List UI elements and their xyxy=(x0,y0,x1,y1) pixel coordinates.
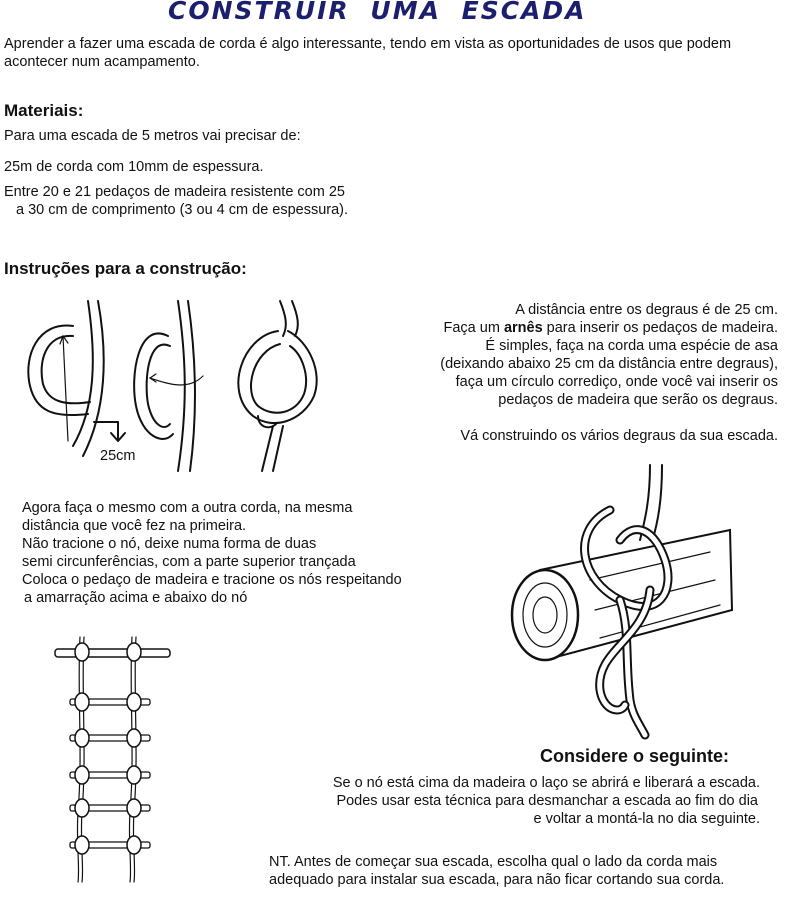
instructions-left-text xyxy=(22,499,402,607)
top-bar xyxy=(55,649,170,657)
rope-ladder-illustration xyxy=(50,632,180,887)
consider-list xyxy=(280,774,760,828)
instruction-line: Agora faça o mesmo com a outra corda, na mesma xyxy=(22,500,353,516)
instruction-line: Coloca o pedaço de madeira e tracione os nós respeitando xyxy=(22,572,402,588)
consider-line: e voltar a montá-la no dia seguinte. xyxy=(533,811,760,827)
consider-line: Se o nó está cima da madeira o laço se abrirá e liberará a escada. xyxy=(332,775,760,791)
knot-step-1-drawing xyxy=(28,301,103,456)
note-line: adequado para instalar sua escada, para não ficar cortando sua corda. xyxy=(269,872,725,888)
measure-label: 25cm xyxy=(100,448,136,464)
instruction-line: pedaços de madeira que serão os degraus. xyxy=(498,392,778,408)
materials-item-rope: 25m de corda com 10mm de espessura. xyxy=(4,159,264,175)
note-line: NT. Antes de começar sua escada, escolha qual o lado da corda mais xyxy=(269,854,718,870)
instruction-line: distância que você fez na primeira. xyxy=(22,518,247,534)
instruction-line: semi circunferências, com a parte superior trançada xyxy=(22,554,356,570)
instruction-line: É simples, faça na corda uma espécie de asa xyxy=(485,338,778,354)
instruction-text: Faça um xyxy=(443,320,504,336)
intro-line: Aprender a fazer uma escada de corda é algo interessante, tendo em vista as oportunidades de usos que podem xyxy=(4,36,732,52)
materials-item-wood xyxy=(4,183,348,219)
instructions-heading: Instruções para a construção: xyxy=(4,259,247,278)
instruction-line: faça um círculo corrediço, onde você vai inserir os xyxy=(455,374,778,390)
instructions-right-text xyxy=(360,301,778,445)
translator-note xyxy=(269,853,724,889)
instruction-line: Não tracione o nó, deixe numa forma de duas xyxy=(22,536,317,552)
instruction-line: a amarração acima e abaixo do nó xyxy=(24,590,248,606)
intro-line: acontecer num acampamento. xyxy=(4,54,200,70)
instruction-bold-term: arnês xyxy=(503,320,543,336)
instruction-line: Vá construindo os vários degraus da sua escada. xyxy=(460,428,778,444)
consider-line: Podes usar esta técnica para desmanchar a escada ao fim do dia xyxy=(336,793,758,809)
knot-step-2-drawing xyxy=(134,301,203,471)
page-title: CONSTRUIR UMA ESCADA xyxy=(168,0,587,25)
materials-item-line: a 30 cm de comprimento (3 ou 4 cm de espessura). xyxy=(16,202,349,218)
instruction-text: para inserir os pedaços de madeira. xyxy=(542,320,778,336)
consider-heading: Considere o seguinte: xyxy=(540,746,730,766)
log-knot-illustration xyxy=(500,460,740,740)
materials-heading: Materiais: xyxy=(4,101,84,120)
knot-steps-illustration xyxy=(18,296,348,476)
instruction-line: (deixando abaixo 25 cm da distância entre degraus), xyxy=(440,356,778,372)
instruction-line: A distância entre os degraus é de 25 cm. xyxy=(515,302,778,318)
intro-paragraph xyxy=(4,35,731,71)
materials-lead: Para uma escada de 5 metros vai precisar de: xyxy=(4,128,301,144)
materials-item-line: Entre 20 e 21 pedaços de madeira resistente com 25 xyxy=(4,184,345,200)
knot-step-3-drawing xyxy=(238,301,316,471)
instruction-line xyxy=(360,319,778,337)
